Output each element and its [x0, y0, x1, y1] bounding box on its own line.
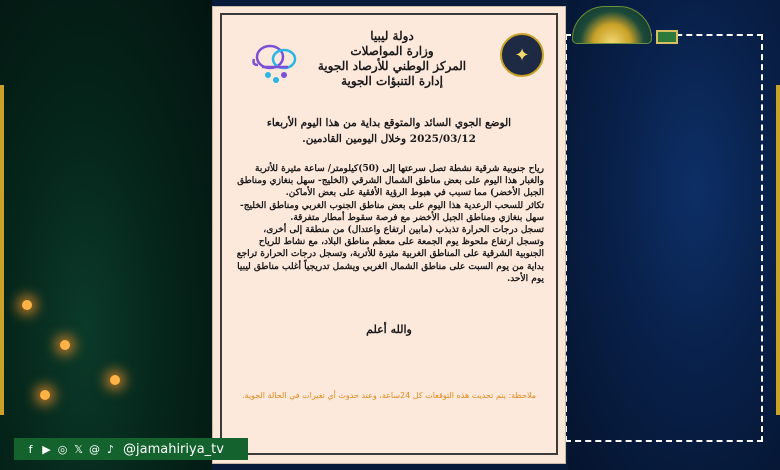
- background-light: [110, 375, 120, 385]
- tiktok-icon[interactable]: ♪: [106, 442, 115, 456]
- cloud-rain-icon: [248, 37, 304, 87]
- bulletin-title: [230, 115, 548, 147]
- background-left-panel: [0, 0, 212, 470]
- bulletin-body: [234, 163, 544, 285]
- country-name: دولة ليبيا: [370, 29, 414, 43]
- closing-phrase: والله أعلم: [366, 323, 412, 336]
- background-light: [60, 340, 70, 350]
- channel-logo-badge: [656, 30, 678, 44]
- title-line-2: 2025/03/12 وخلال اليومين القادمين.: [302, 133, 476, 145]
- right-accent-bar: [776, 85, 780, 415]
- social-handle[interactable]: @jamahiriya_tv: [123, 441, 224, 457]
- issuer-header: [307, 29, 477, 89]
- facebook-icon[interactable]: f: [28, 442, 33, 456]
- background-light: [22, 300, 32, 310]
- x-icon[interactable]: 𝕏: [74, 442, 83, 456]
- body-paragraph-1: رياح جنوبية شرقية نشطة تصل سرعتها إلى (50)كيلومتر/ ساعة مثيرة للأتربة والغبار هذا اليوم على بعض مناطق الشمال الشرقي (الخليج- سهل بنغازي ومناطق الجبل الأخضر) مما تسبب في هبوط الرؤية الأفقية على بعض الأماكن.: [237, 164, 544, 199]
- social-media-bar: [14, 438, 248, 460]
- body-paragraph-3: تسجل درجات الحرارة تذبذب (مابين ارتفاع واعتدال) من منطقة إلى أخرى، وتسجل ارتفاع ملحوظ يوم الجمعة على معظم مناطق البلاد، مع نشاط للرياح الجنوبية الشرقية على المناطق الغربية مثيرة للأتربة، وتسجل درجات الحرارة تراجع بداية من يوم السبت على مناطق الشمال الغربي ويشمل تدريجياً أغلب مناطق ليبيا يوم الأحد.: [236, 225, 544, 284]
- background-light: [40, 390, 50, 400]
- youtube-icon[interactable]: ▶: [42, 442, 51, 456]
- update-note: ملاحظة: يتم تحديث هذه التوقعات كل 24ساعة، وعند حدوث أي تغيرات في الحالة الجوية.: [242, 391, 536, 400]
- threads-icon[interactable]: @: [89, 442, 100, 456]
- title-line-1: الوضع الجوي السائد والمتوقع بداية من هذا اليوم الأربعاء: [266, 117, 512, 129]
- center-name: المركز الوطني للأرصاد الجوية: [317, 59, 467, 73]
- left-accent-bar: [0, 85, 4, 415]
- department-name: إدارة التنبؤات الجوية: [341, 74, 443, 88]
- weather-bulletin: [222, 15, 556, 453]
- ministry-name: وزارة المواصلات: [350, 44, 434, 58]
- meteorology-emblem-icon: ✦: [500, 33, 544, 77]
- instagram-icon[interactable]: ◎: [57, 442, 68, 456]
- body-paragraph-2: تكاثر للسحب الرعدية هذا اليوم على بعض مناطق الجنوب الغربي ومناطق الخليج- سهل بنغازي ومناطق الجبل الأخضر مع فرصة سقوط أمطار متفرقة.: [239, 200, 544, 223]
- dashed-frame: [565, 34, 763, 442]
